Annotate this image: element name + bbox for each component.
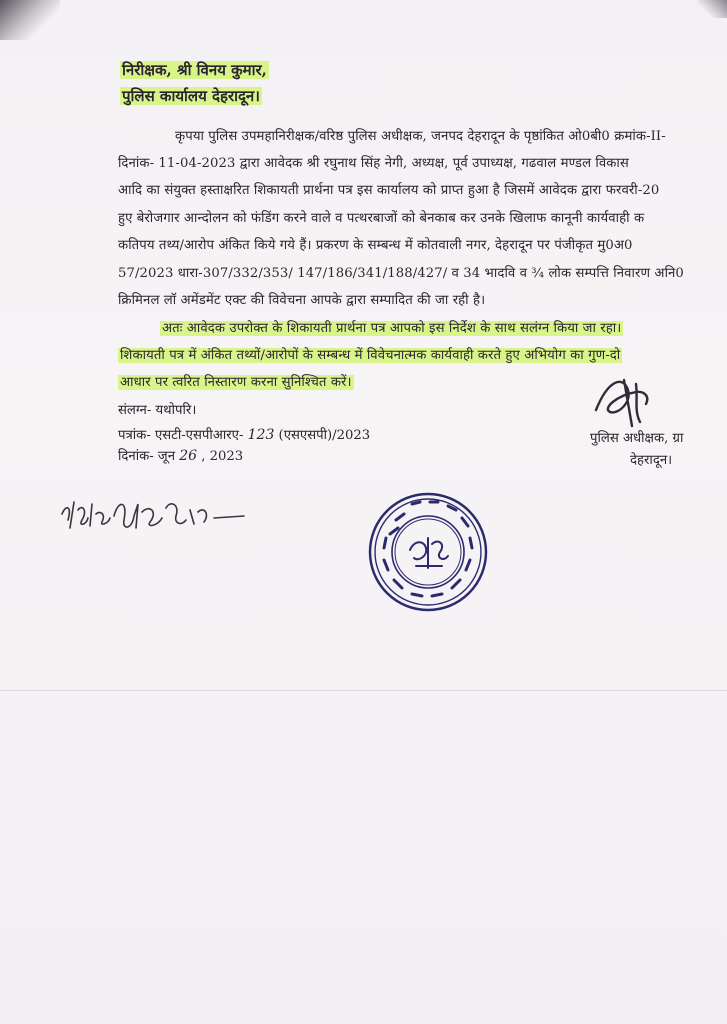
body-line: हुए बेरोजगार आन्दोलन को फंडिंग करने वाले व पत्थरबाजों को बेनकाब कर उनके खिलाफ कानूनी कार्यवाही क [118, 211, 645, 226]
handwritten-date-day: 26 [179, 448, 198, 464]
page-corner-shadow-right [697, 0, 727, 18]
paper-fold [0, 690, 727, 691]
signatory-designation: पुलिस अधीक्षक, ग्रा [590, 431, 684, 446]
body-line: कृपया पुलिस उपमहानिरीक्षक/वरिष्ठ पुलिस अधीक्षक, जनपद देहरादून के पृष्ठांकित ओ0बी0 क्रमांक-II- [175, 129, 666, 144]
body-line: आदि का संयुक्त हस्ताक्षरित शिकायती प्रार्थना पत्र इस कार्यालय को प्राप्त हुआ है जिसमें आवेदक द्वारा फरवरी-20 [118, 183, 660, 198]
handwritten-ref-number: 123 [247, 427, 275, 443]
addressee-line-2 [120, 86, 262, 106]
directive-line: शिकायती पत्र में अंकित तथ्यों/आरोपों के सम्बन्ध में विवेचनात्मक कार्यवाही करते हुए अभियोग का गुण-दो [120, 348, 621, 363]
body-line: 57/2023 धारा-307/332/353/ 147/186/341/188/427/ व 34 भादवि व ¾ लोक सम्पत्ति निवारण अनि0 [118, 266, 684, 281]
reference-line: पत्रांक- एसटी-एसपीआरए- 123 (एसएसपी)/2023 [118, 427, 371, 443]
page-corner-shadow [0, 0, 60, 40]
body-line: क्रिमिनल लॉ अमेंडमेंट एक्ट की विवेचना आपके द्वारा सम्पादित की जा रही है। [118, 293, 486, 308]
addressee-office: पुलिस कार्यालय देहरादून। [122, 87, 260, 105]
addressee-line-1 [120, 60, 269, 80]
body-line: कतिपय तथ्य/आरोप अंकित किये गये हैं। प्रकरण के सम्बन्ध में कोतवाली नगर, देहरादून पर पंजीकृत मु0अ0 [118, 238, 633, 253]
officer-signature [588, 370, 658, 430]
handwritten-forwarding-note [58, 490, 248, 540]
date-line: दिनांक- जून 26 , 2023 [118, 448, 244, 464]
directive-line: अतः आवेदक उपरोक्त के शिकायती प्रार्थना पत्र आपको इस निर्देश के साथ सलंग्न किया जा रहा। [162, 321, 622, 336]
office-seal-stamp [366, 490, 490, 614]
directive-line: आधार पर त्वरित निस्तारण करना सुनिश्चित करें। [120, 375, 352, 390]
body-line: दिनांक- 11-04-2023 द्वारा आवेदक श्री रघुनाथ सिंह नेगी, अध्यक्ष, पूर्व उपाध्यक्ष, गढवाल मण्डल विकास [118, 156, 629, 171]
enclosure-line: संलग्न- यथोपरि। [118, 403, 197, 418]
signatory-place: देहरादून। [630, 453, 673, 468]
addressee-name: निरीक्षक, श्री विनय कुमार, [122, 61, 267, 79]
